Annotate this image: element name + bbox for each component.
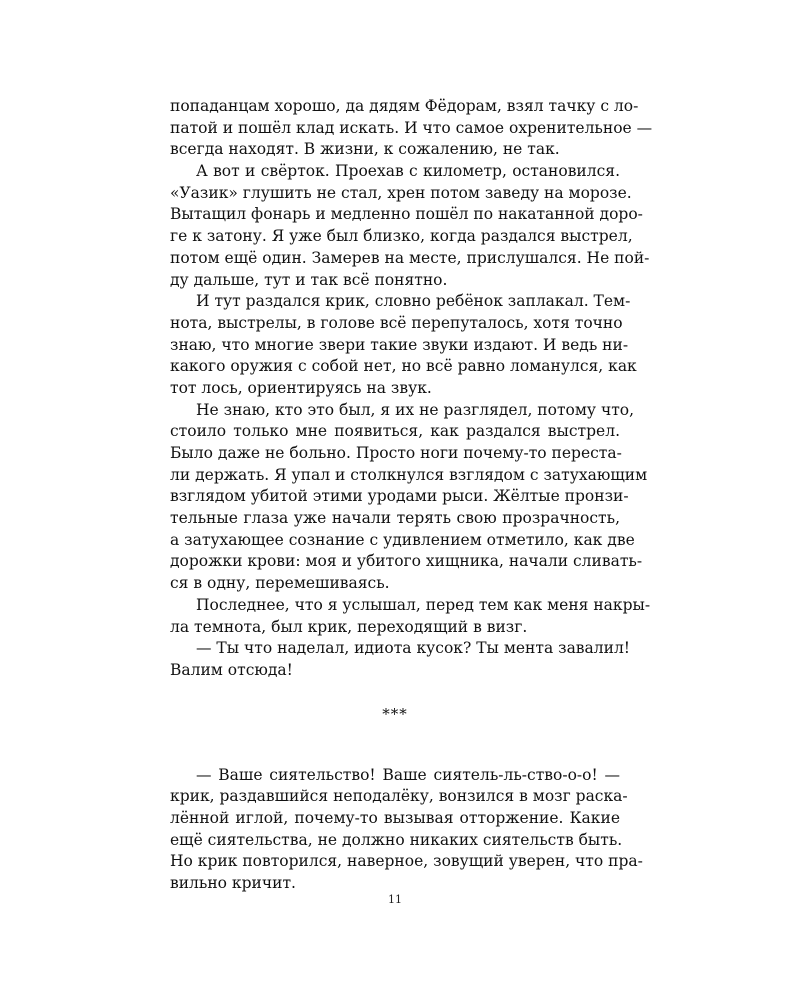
text-line: тот лось, ориентируясь на звук.	[170, 378, 432, 397]
text-line: Не знаю, кто это был, я их не разглядел, потому что,	[196, 400, 635, 419]
text-line: лённой иглой, почему-то вызывая отторжение. Какие	[170, 808, 620, 827]
page-body	[170, 96, 653, 895]
text-line: нота, выстрелы, в голове всё перепуталось, хотя точно	[170, 313, 623, 332]
text-line: «Уазик» глушить не стал, хрен потом заведу на морозе.	[170, 183, 632, 202]
text-line: тельные глаза уже начали терять свою прозрачность,	[170, 509, 620, 528]
text-block-after-separator	[170, 765, 643, 895]
text-line: знаю, что многие звери такие звуки издают. И ведь ни-	[170, 335, 629, 354]
text-line: А вот и свёрток. Проехав с километр, остановился.	[196, 162, 620, 181]
text-line: Вытащил фонарь и медленно пошёл по накатанной доро-	[170, 205, 643, 224]
text-line: всегда находят. В жизни, к сожалению, не так.	[170, 140, 560, 159]
text-line: ге к затону. Я уже был близко, когда раздался выстрел,	[170, 227, 633, 246]
text-line: ла темнота, был крик, переходящий в визг.	[170, 617, 528, 636]
text-line: крик, раздавшийся неподалёку, вонзился в мозг раска-	[170, 787, 628, 806]
text-block-before-separator	[170, 96, 653, 682]
text-line: Было даже не больно. Просто ноги почему-то переста-	[170, 444, 622, 462]
text-line: Валим отсюда!	[170, 660, 293, 679]
text-line: потом ещё один. Замерев на месте, прислушался. Не пой-	[170, 248, 650, 267]
text-line: Но крик повторился, наверное, зовущий уверен, что пра-	[170, 852, 643, 871]
text-line: какого оружия с собой нет, но всё равно ломанулся, как	[170, 357, 637, 376]
text-line: ду дальше, тут и так всё понятно.	[170, 270, 448, 289]
text-line: ся в одну, перемешиваясь.	[170, 574, 390, 593]
text-line: стоило только мне появиться, как раздался выстрел.	[170, 422, 620, 441]
text-line: — Ты что наделал, идиота кусок? Ты мента завалил!	[196, 639, 631, 658]
text-line: взглядом убитой этими уродами рыси. Жёлтые пронзи-	[170, 487, 629, 506]
text-line: дорожки крови: моя и убитого хищника, начали сливать-	[170, 552, 643, 571]
text-line: Последнее, что я услышал, перед тем как меня накры-	[196, 595, 651, 614]
text-line: И тут раздался крик, словно ребёнок заплакал. Тем-	[196, 292, 631, 311]
section-separator: ***	[382, 704, 408, 723]
page-number: 11	[388, 893, 402, 906]
text-line: ещё сиятельства, не должно никаких сиятельств быть.	[170, 830, 623, 849]
text-line: — Ваше сиятельство! Ваше сиятель-ль-ство-о-о! —	[196, 765, 620, 784]
text-line: вильно кричит.	[170, 874, 296, 892]
text-line: ли держать. Я упал и столкнулся взглядом с затухающим	[170, 465, 648, 484]
text-line: попаданцам хорошо, да дядям Фёдорам, взял тачку с ло-	[170, 97, 639, 115]
text-line: патой и пошёл клад искать. И что самое охренительное —	[170, 118, 653, 137]
text-line: а затухающее сознание с удивлением отметило, как две	[170, 530, 635, 549]
